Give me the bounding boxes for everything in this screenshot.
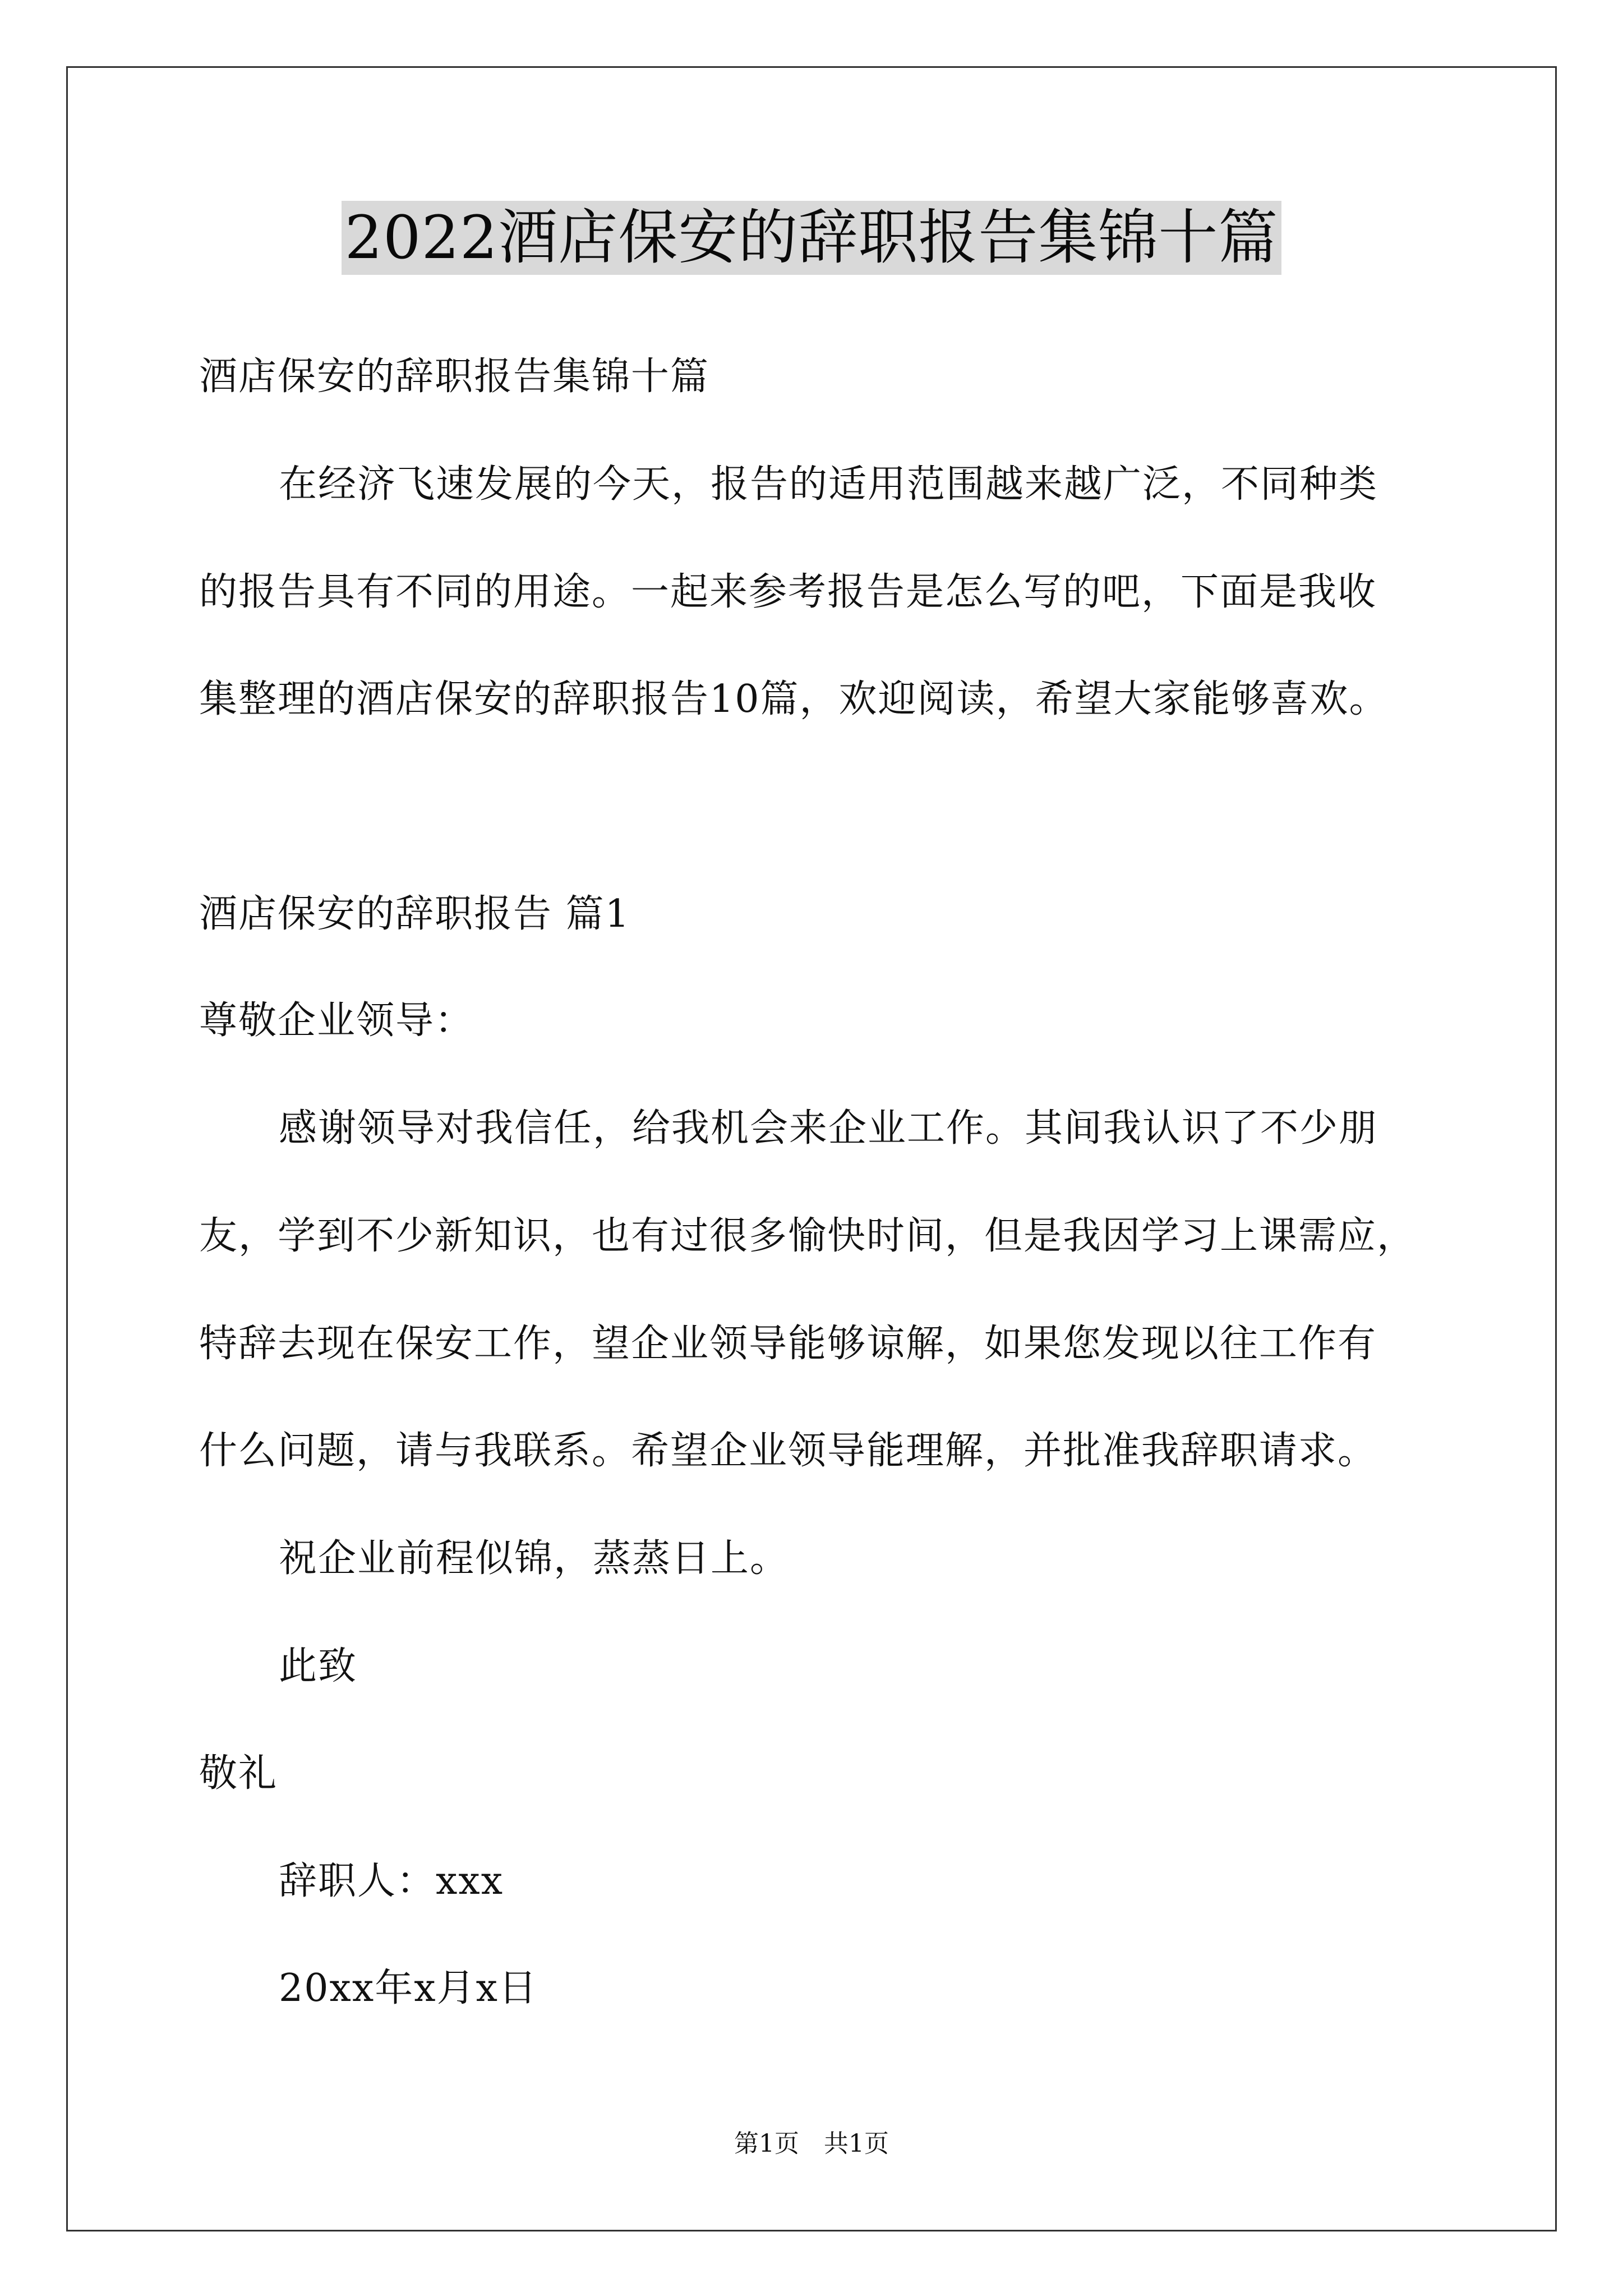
body-line-1: 感谢领导对我信任，给我机会来企业工作。其间我认识了不少朋 <box>279 1106 1378 1151</box>
body-line-2: 友，学到不少新知识，也有过很多愉快时间，但是我因学习上课需应， <box>199 1214 1417 1258</box>
intro-line-3: 集整理的酒店保安的辞职报告10篇，欢迎阅读，希望大家能够喜欢。 <box>199 677 1389 721</box>
signer-line: 辞职人：xxx <box>279 1859 504 1903</box>
intro-line-1: 在经济飞速发展的今天，报告的适用范围越来越广泛，不同种类 <box>279 462 1378 507</box>
closing-line: 此致 <box>279 1644 358 1688</box>
body-line-4: 什么问题，请与我联系。希望企业领导能理解，并批准我辞职请求。 <box>199 1429 1377 1473</box>
regards-line: 敬礼 <box>199 1751 278 1796</box>
salutation: 尊敬企业领导： <box>199 999 474 1043</box>
wish-line: 祝企业前程似锦，蒸蒸日上。 <box>279 1536 790 1581</box>
page-number: 第1页 <box>734 2129 799 2158</box>
section-heading: 酒店保安的辞职报告 篇1 <box>199 892 630 936</box>
page-footer <box>0 2128 1623 2160</box>
intro-line-2: 的报告具有不同的用途。一起来参考报告是怎么写的吧，下面是我收 <box>199 570 1377 614</box>
body-line-3: 特辞去现在保安工作，望企业领导能够谅解，如果您发现以往工作有 <box>199 1322 1377 1366</box>
page-total: 共1页 <box>824 2129 889 2158</box>
date-line: 20xx年x月x日 <box>279 1966 538 2010</box>
subtitle-line: 酒店保安的辞职报告集锦十篇 <box>199 355 710 399</box>
title-container <box>0 201 1623 275</box>
document-title: 2022酒店保安的辞职报告集锦十篇 <box>342 201 1282 275</box>
